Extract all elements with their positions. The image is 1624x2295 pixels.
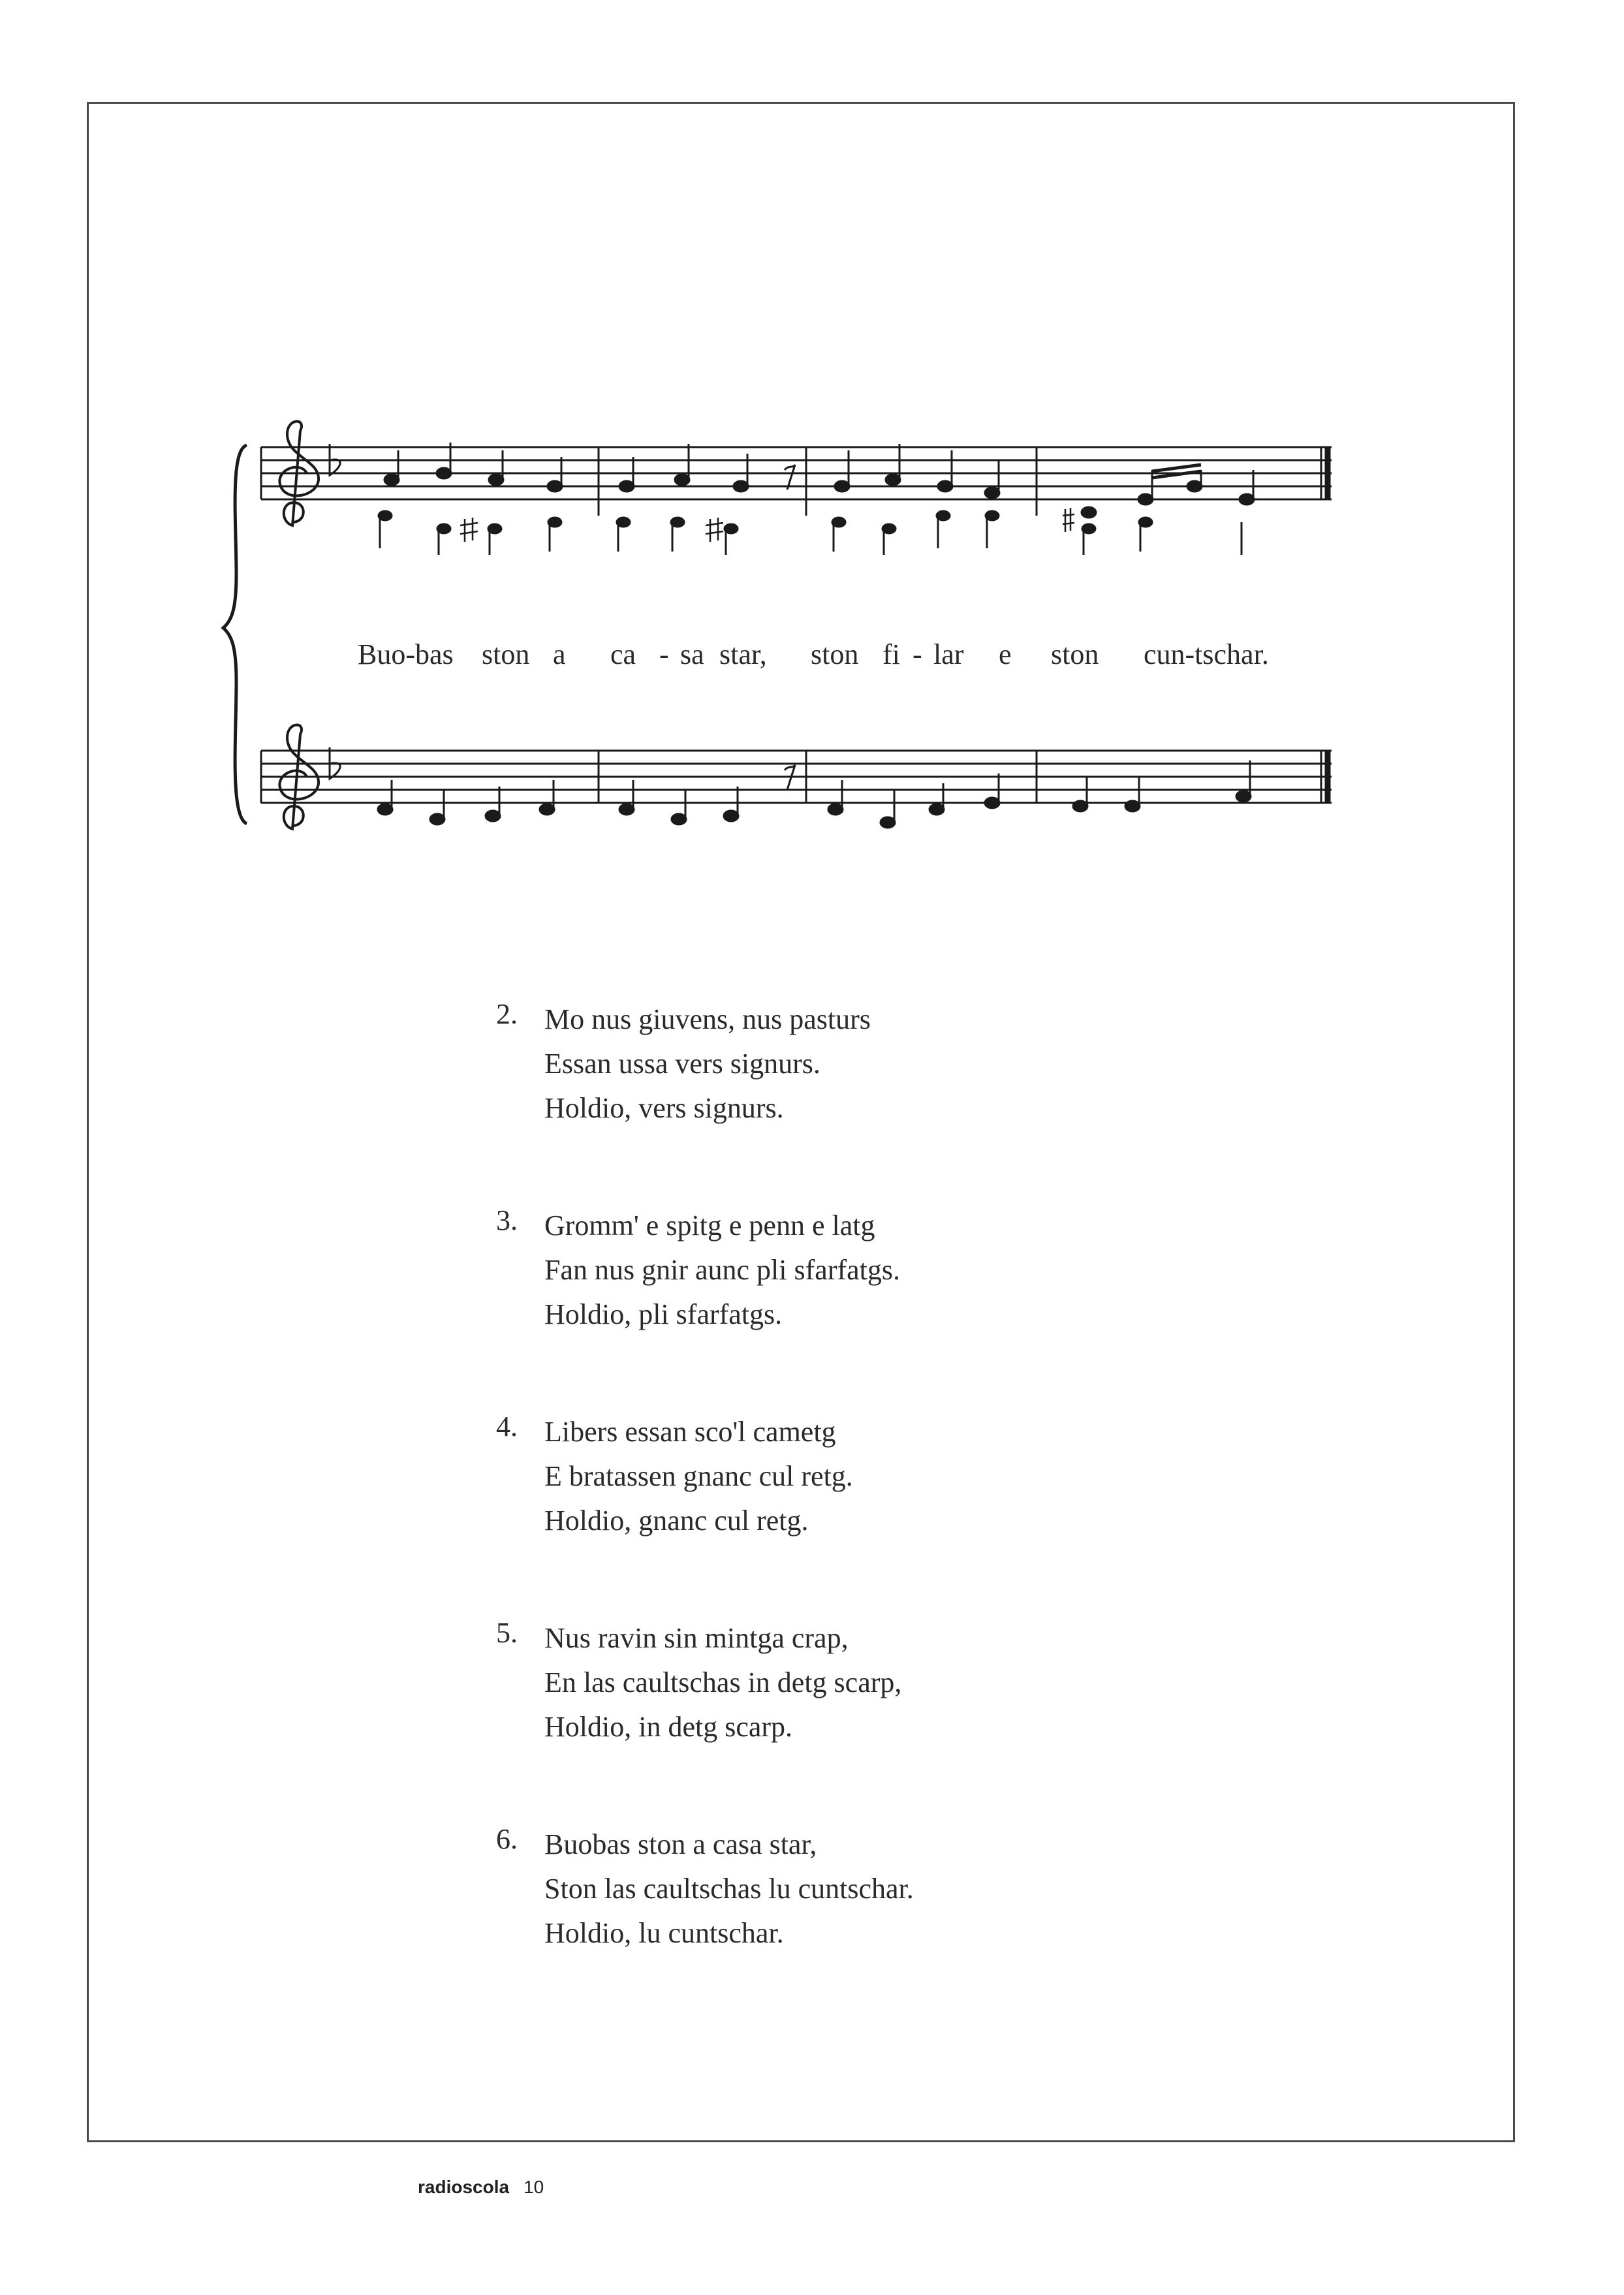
lyric-syllable: lar [933,638,964,670]
verse-line: Nus ravin sin mintga crap, [544,1622,849,1654]
lyric-syllable: sa [680,638,704,670]
footer-brand: radioscola [418,2177,510,2197]
verse-4 [496,1410,914,1543]
verse-line: Fan nus gnir aunc pli sfarfatgs. [544,1254,900,1286]
verse-6 [496,1822,914,1956]
verse-line: Holdio, vers signurs. [544,1092,784,1124]
top-melody-notes [384,443,1254,518]
lyric-syllable: ston [482,638,530,670]
lyric-syllable: - [913,638,922,670]
lyric-syllable: fi [882,638,900,670]
bottom-staff [261,751,1332,803]
verse-5 [496,1616,914,1749]
page-number: 10 [523,2177,544,2197]
verse-line: En las caultschas in detg scarp, [544,1666,902,1698]
verse-line: Essan ussa vers signurs. [544,1048,820,1080]
lyric-syllable: Buo-bas [358,638,454,670]
verse-line: Buobas ston a casa star, [544,1828,817,1860]
lyric-syllable: - [659,638,669,670]
verse-line: Gromm' e spitg e penn e latg [544,1210,875,1241]
bottom-staff-notes [378,760,1251,828]
verse-number: 2. [496,998,518,1030]
verse-2 [496,997,914,1131]
lyric-syllable: a [553,638,566,670]
lyric-syllable: ston [1051,638,1099,670]
verse-number: 5. [496,1617,518,1649]
verse-line: Holdio, gnanc cul retg. [544,1505,809,1537]
lyric-syllable: cun-tschar. [1144,638,1269,670]
verse-line: Libers essan sco'l cametg [544,1416,836,1448]
lyric-syllable: star, [719,638,767,670]
lyric-syllable: ca [610,638,636,670]
page-footer [418,2177,544,2198]
flat-bottom [330,747,340,779]
flat-top [330,444,340,475]
top-staff [261,447,1332,516]
top-lower-voice-notes [379,511,1241,555]
verse-line: Holdio, in detg scarp. [544,1711,793,1743]
verse-number: 4. [496,1411,518,1443]
lyric-syllable: e [999,638,1012,670]
verse-line: Ston las caultschas lu cuntschar. [544,1873,914,1905]
lyric-syllable: ston [811,638,859,670]
verse-line: Mo nus giuvens, nus pasturs [544,1003,871,1035]
verse-line: Holdio, lu cuntschar. [544,1917,784,1949]
verse-3 [496,1204,914,1337]
verse-line: Holdio, pli sfarfatgs. [544,1298,783,1330]
verse-line: E bratassen gnanc cul retg. [544,1460,853,1492]
brace [223,445,247,824]
verse-number: 6. [496,1823,518,1855]
music-score [0,0,1624,914]
verse-number: 3. [496,1204,518,1236]
verses [496,997,914,2029]
